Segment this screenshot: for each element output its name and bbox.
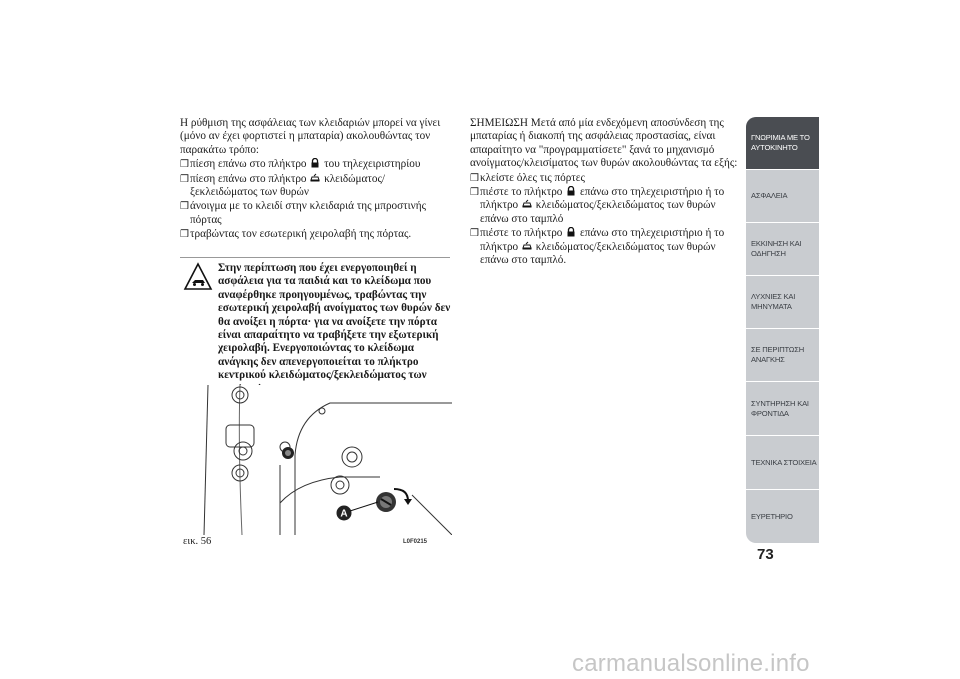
- tab-getting-to-know[interactable]: ΓΝΩΡΙΜΙΑ ΜΕ ΤΟ ΑΥΤΟΚΙΝΗΤΟ: [746, 117, 819, 169]
- padlock-icon: [566, 227, 576, 237]
- note-paragraph: ΣΗΜΕΙΩΣΗ Μετά από μία ενδεχόμενη αποσύνδεση της μπαταρίας ή διακοπή της ασφάλειας προστασίας, είναι απαραίτητο να "προγραμματίσετε" ξανά το μηχανισμό ανοίγματος/κλεισίματος των θυρών ακολουθώντας τα εξής:: [470, 117, 738, 170]
- checkbox-bullet-icon: ❒: [180, 159, 189, 171]
- list-item: ❒ πίεση επάνω στο πλήκτρο κλειδώματος/ ξεκλειδώματος των θυρών: [180, 172, 386, 199]
- tab-safety[interactable]: ΑΣΦΑΛΕΙΑ: [746, 169, 819, 222]
- padlock-icon: [566, 186, 576, 196]
- tab-warning-lights[interactable]: ΛΥΧΝΙΕΣ ΚΑΙ ΜΗΝΥΜΑΤΑ: [746, 275, 819, 328]
- car-lock-icon: [310, 173, 320, 183]
- list-item: ❒ πίεση επάνω στο πλήκτρο του τηλεχειριστηρίου: [180, 158, 421, 171]
- warning-divider: [180, 257, 450, 258]
- tab-maintenance[interactable]: ΣΥΝΤΗΡΗΣΗ ΚΑΙ ΦΡΟΝΤΙΔΑ: [746, 381, 819, 435]
- list-item: ❒ άνοιγμα με το κλειδί στην κλειδαριά της μπροστινής πόρτας: [180, 200, 427, 226]
- checkbox-bullet-icon: ❒: [470, 187, 479, 199]
- list-item: ❒ πιέστε το πλήκτρο επάνω στο τηλεχειριστήριο ή το πλήκτρο κλειδώματος/ξεκλειδώματος των θυρών επάνω στο ταμπλό.: [470, 227, 725, 267]
- left-column: [180, 117, 455, 242]
- list-item: ❒ πιέστε το πλήκτρο επάνω στο τηλεχειριστήριο ή το πλήκτρο κλειδώματος/ξεκλειδώματος των θυρών επάνω στο ταμπλό: [470, 186, 725, 225]
- car-lock-icon: [522, 241, 532, 251]
- checkbox-bullet-icon: ❒: [180, 229, 189, 241]
- list-item: ❒ τραβώντας τον εσωτερική χειρολαβή της πόρτας.: [180, 228, 412, 241]
- list-item: ❒ κλείστε όλες τις πόρτες: [470, 171, 585, 184]
- intro-paragraph: Η ρύθμιση της ασφάλειας των κλειδαριών μπορεί να γίνει (μόνο αν έχει φορτιστεί η μπαταρία) ακολουθώντας τον παρακάτω τρόπο:: [180, 117, 441, 156]
- checkbox-bullet-icon: ❒: [180, 201, 189, 213]
- tab-starting-driving[interactable]: ΕΚΚΙΝΗΣΗ ΚΑΙ ΟΔΗΓΗΣΗ: [746, 222, 819, 275]
- page-number: 73: [757, 546, 774, 563]
- warning-text: Στην περίπτωση που έχει ενεργοποιηθεί η ασφάλεια για τα παιδιά και το κλείδωμα που αναφέρθηκε προηγουμένως, τραβώντας την εσωτερική χειρολαβή ανοίγματος των θυρών δεν θα ανοίξει η πόρτα· για να ανοίξετε την πόρτα είναι απαραίτητο να τραβήξετε την εξωτερική χειρολαβή. Ενεργοποιώντας το κλείδωμα ανάγκης δεν απενεργοποιείται το πλήκτρο κεντρικού κλειδώματος/ξεκλειδώματος των: [180, 262, 452, 397]
- tab-index[interactable]: ΕΥΡΕΤΗΡΙΟ: [746, 489, 819, 543]
- checkbox-bullet-icon: ❒: [470, 228, 479, 240]
- figure-code: L0F0215: [403, 539, 428, 545]
- checkbox-bullet-icon: ❒: [470, 172, 479, 184]
- figure-caption: εικ. 56: [183, 536, 212, 547]
- tab-emergency[interactable]: ΣΕ ΠΕΡΙΠΤΩΣΗ ΑΝΑΓΚΗΣ: [746, 328, 819, 381]
- watermark: carmanualsonline.info: [572, 650, 810, 677]
- door-lock-figure: [180, 385, 452, 535]
- label-a: A: [340, 508, 348, 520]
- padlock-icon: [310, 158, 320, 168]
- right-column: [470, 117, 738, 267]
- tab-technical-data[interactable]: ΤΕΧΝΙΚΑ ΣΤΟΙΧΕΙΑ: [746, 435, 819, 489]
- car-lock-icon: [522, 199, 532, 209]
- checkbox-bullet-icon: ❒: [180, 173, 189, 185]
